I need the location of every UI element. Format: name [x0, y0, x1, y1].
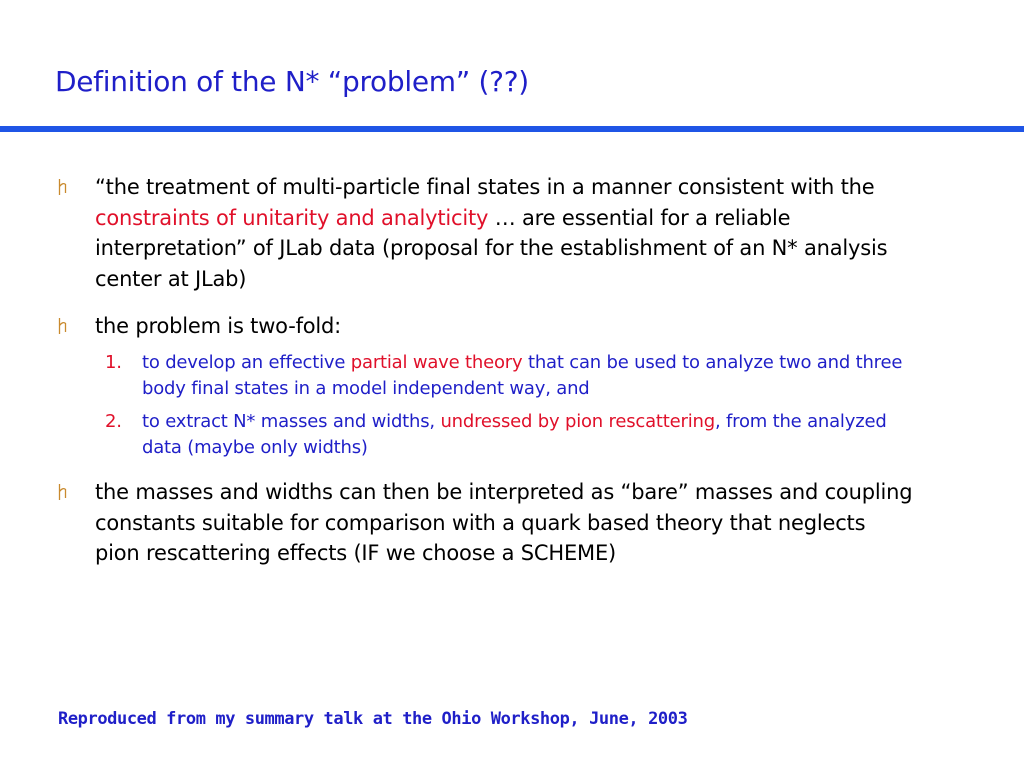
subitem-text-part: that can be used to analyze two and three body final states in a model independent way, and — [142, 352, 903, 399]
bullet-text — [95, 172, 913, 294]
subitem-text-part: , from the analyzed data (maybe only widths) — [142, 411, 887, 458]
h-bullet-icon — [57, 481, 69, 503]
highlight-text: constraints of unitarity and analyticity — [95, 205, 489, 230]
bullet-text: the masses and widths can then be interpreted as “bare” masses and coupling constants suitable for comparison with a quark based theory that neglects pion rescattering effects (IF we choose a SCHEME) — [95, 480, 913, 565]
bullet-item — [57, 172, 913, 294]
h-bullet-icon — [57, 315, 69, 337]
bullet-item — [57, 311, 913, 342]
numbered-item — [105, 409, 925, 461]
highlight-text: undressed by pion rescattering — [440, 411, 715, 432]
bullet-text-part: … are essential for a reliable interpretation” of JLab data (proposal for the establishment of an N* analysis center at JLab) — [95, 205, 888, 291]
title-divider — [0, 126, 1024, 132]
bullet-item — [57, 477, 913, 569]
item-number: 1. — [105, 352, 122, 373]
bullet-text-part: “the treatment of multi-particle final states in a manner consistent with the — [95, 175, 875, 199]
highlight-text: partial wave theory — [350, 352, 523, 373]
numbered-item-text — [142, 350, 925, 402]
h-bullet-icon — [57, 176, 69, 198]
slide-title: Definition of the N* “problem” (??) — [55, 65, 529, 98]
numbered-item-text — [142, 409, 925, 461]
item-number: 2. — [105, 411, 122, 432]
subitem-text-part: to develop an effective — [142, 352, 351, 373]
numbered-item — [105, 350, 925, 402]
footer-note: Reproduced from my summary talk at the Ohio Workshop, June, 2003 — [58, 709, 688, 729]
bullet-text: the problem is two-fold: — [95, 314, 342, 338]
subitem-text-part: to extract N* masses and widths, — [142, 411, 441, 432]
